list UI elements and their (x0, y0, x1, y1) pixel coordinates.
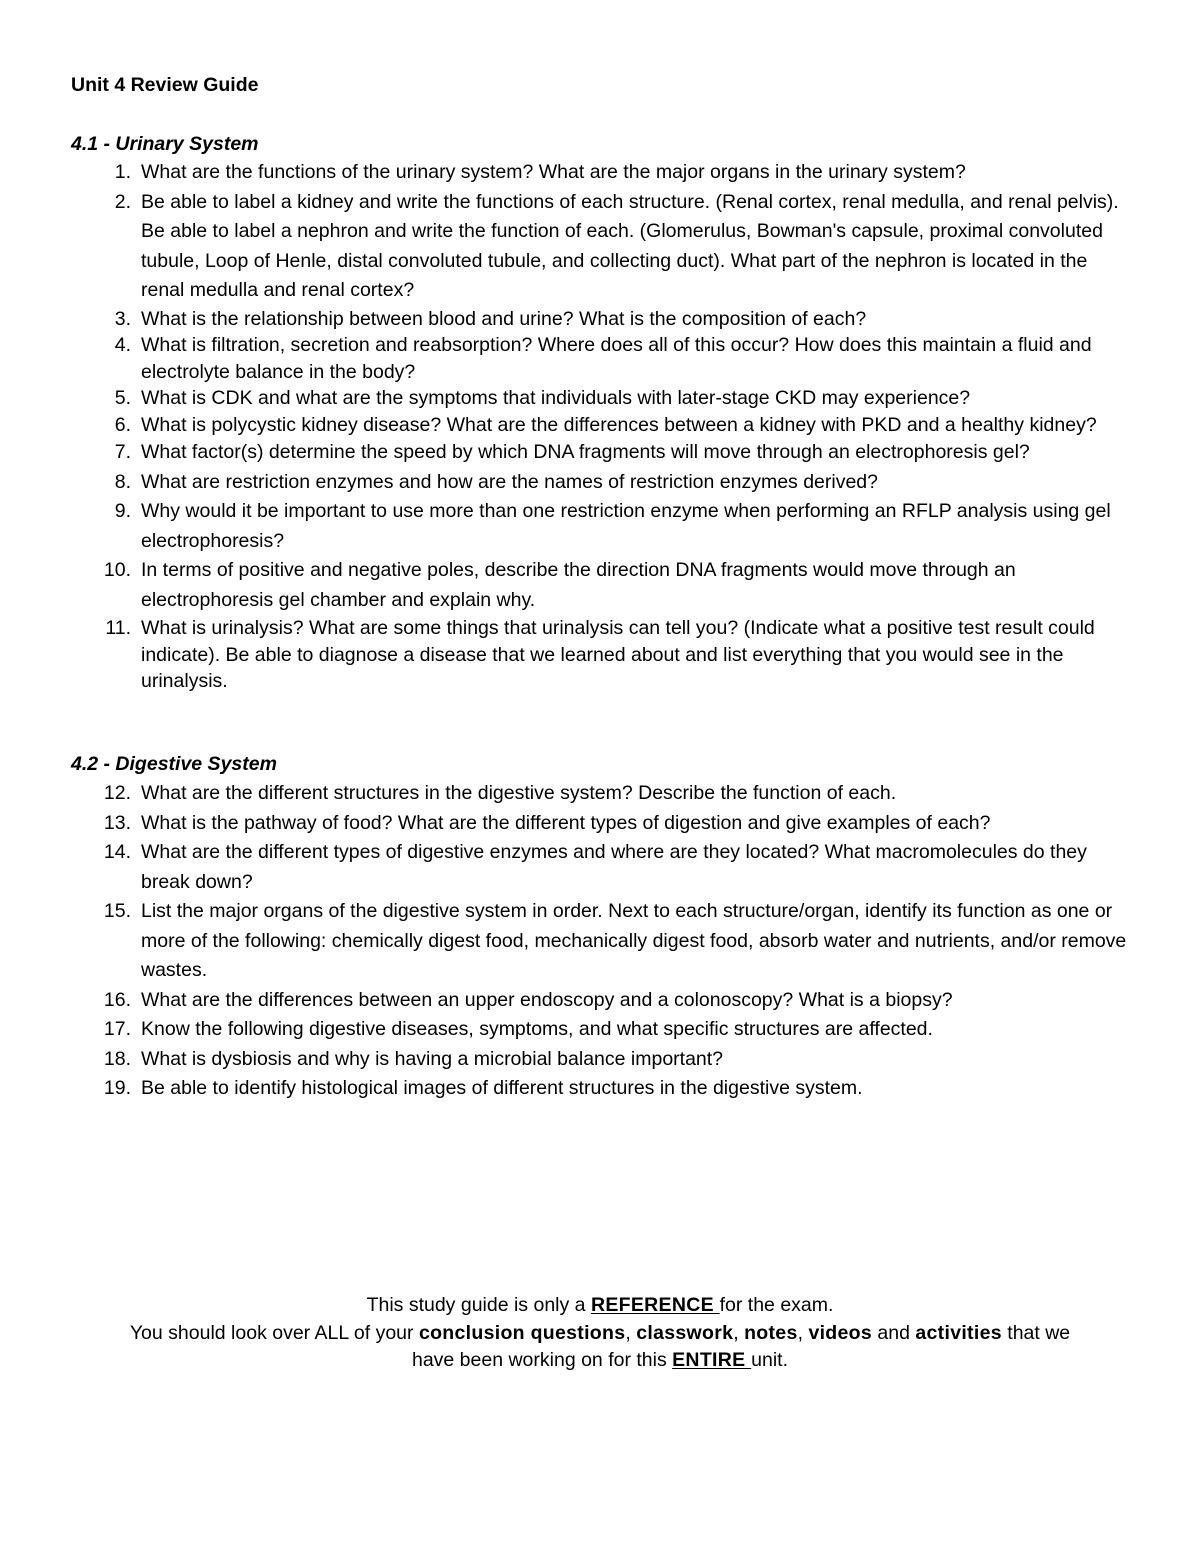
question-item (0, 438, 1200, 468)
question-text: List the major organs of the digestive system in order. Next to each structure/organ, identify its function as one or more of the following: chemically digest food, mechanically digest food, absorb water and nutrients, and/or remove wastes. (141, 900, 1127, 981)
section-heading-digestive: 4.2 - Digestive System (71, 753, 277, 775)
question-number: 1. (114, 161, 131, 183)
question-item (0, 615, 1200, 695)
question-number: 14. (103, 841, 131, 863)
question-number: 18. (103, 1047, 131, 1070)
footer-text: have been working on for this (411, 1349, 673, 1371)
footer-text: for the exam. (719, 1294, 834, 1316)
question-item (0, 332, 1200, 385)
footer-text: You should look over ALL of your (129, 1321, 419, 1344)
question-text: In terms of positive and negative poles, describe the direction DNA fragments would move through an electrophoresis gel chamber and explain why. (141, 559, 1016, 611)
question-number: 12. (103, 782, 131, 804)
question-text: What is CDK and what are the symptoms that individuals with later-stage CKD may experience? (141, 387, 971, 409)
reference-emphasis: REFERENCE (590, 1294, 720, 1316)
question-text: Be able to label a kidney and write the functions of each structure. (Renal cortex, renal medulla, and renal pelvis). Be able to label a nephron and write the function of each. (Glomerulus, Bowman's capsule, proximal convoluted tubule, Loop of Henle, distal convoluted tubule, and collecting duct). What part of the nephron is located in the renal medulla and renal cortex? (141, 190, 1119, 301)
question-number: 6. (114, 413, 131, 436)
question-number: 8. (114, 470, 131, 493)
question-item (0, 1074, 1200, 1104)
footer-text: unit. (751, 1349, 789, 1371)
question-text: What is filtration, secretion and reabsorption? Where does all of this occur? How does this maintain a fluid and electrolyte balance in the body? (141, 334, 1092, 383)
document-title: Unit 4 Review Guide (71, 74, 259, 96)
question-number: 15. (103, 900, 131, 922)
question-item (0, 1045, 1200, 1075)
question-number: 7. (114, 441, 131, 463)
question-item (0, 838, 1200, 897)
footer-line-1 (70, 1292, 1130, 1320)
question-number: 9. (114, 500, 131, 522)
question-number: 19. (103, 1077, 131, 1099)
footer-line-3 (70, 1347, 1130, 1375)
question-text: Why would it be important to use more than one restriction enzyme when performing an RFLP analysis using gel electrophoresis? (141, 500, 1111, 552)
question-text: What are the functions of the urinary system? What are the major organs in the urinary system? (141, 161, 966, 183)
question-text: Know the following digestive diseases, symptoms, and what specific structures are affected. (141, 1018, 933, 1040)
question-text: What is polycystic kidney disease? What are the differences between a kidney with PKD and a healthy kidney? (141, 413, 1097, 436)
question-number: 11. (105, 617, 131, 639)
question-list-urinary (0, 158, 1200, 695)
footer-text: that we (1001, 1321, 1071, 1344)
question-text: What are the different types of digestive enzymes and where are they located? What macromolecules do they break down? (141, 841, 1087, 893)
question-text: What is the relationship between blood and urine? What is the composition of each? (141, 307, 867, 330)
question-item (0, 158, 1200, 188)
entire-emphasis: ENTIRE (672, 1349, 752, 1371)
question-item (0, 986, 1200, 1016)
question-text: Be able to identify histological images of different structures in the digestive system. (141, 1077, 863, 1099)
question-list-digestive (0, 779, 1200, 1104)
footer-line-2 (70, 1320, 1130, 1348)
question-number: 13. (103, 811, 131, 834)
question-item (0, 897, 1200, 986)
question-text: What factor(s) determine the speed by which DNA fragments will move through an electrophoresis gel? (141, 441, 1030, 463)
question-item (0, 809, 1200, 839)
question-text: What are the different structures in the digestive system? Describe the function of each. (141, 782, 897, 804)
question-number: 3. (114, 307, 131, 330)
emphasis-notes: notes (744, 1321, 798, 1344)
question-item (0, 497, 1200, 556)
footer-text: and (872, 1321, 916, 1344)
question-number: 2. (114, 190, 131, 213)
question-text: What are the differences between an upper endoscopy and a colonoscopy? What is a biopsy? (141, 988, 953, 1011)
question-number: 10. (103, 559, 131, 581)
question-item (0, 306, 1200, 333)
question-number: 16. (103, 988, 131, 1011)
question-text: What is dysbiosis and why is having a microbial balance important? (141, 1047, 724, 1070)
emphasis-classwork: classwork (636, 1321, 734, 1344)
question-number: 17. (103, 1018, 131, 1040)
question-text: What is urinalysis? What are some things that urinalysis can tell you? (Indicate what a positive test result could indicate). Be able to diagnose a disease that we learned about and list everything that you would see in the urinalysis. (141, 617, 1095, 692)
question-item (0, 556, 1200, 615)
question-item (0, 385, 1200, 412)
footer-separator: , (797, 1321, 809, 1344)
question-item (0, 188, 1200, 306)
emphasis-activities: activities (915, 1321, 1002, 1344)
question-item (0, 468, 1200, 498)
footer-separator: , (733, 1321, 745, 1344)
question-item (0, 779, 1200, 809)
emphasis-videos: videos (808, 1321, 873, 1344)
question-text: What is the pathway of food? What are the different types of digestion and give examples of each? (141, 811, 991, 834)
question-item (0, 1015, 1200, 1045)
footer-separator: , (625, 1321, 637, 1344)
question-number: 4. (114, 334, 131, 356)
footer-text: This study guide is only a (366, 1294, 591, 1316)
footer-note (70, 1292, 1130, 1375)
question-item (0, 412, 1200, 439)
question-text: What are restriction enzymes and how are the names of restriction enzymes derived? (141, 470, 879, 493)
question-number: 5. (114, 387, 131, 409)
section-heading-urinary: 4.1 - Urinary System (71, 133, 259, 155)
emphasis-conclusion-questions: conclusion questions (418, 1321, 626, 1344)
